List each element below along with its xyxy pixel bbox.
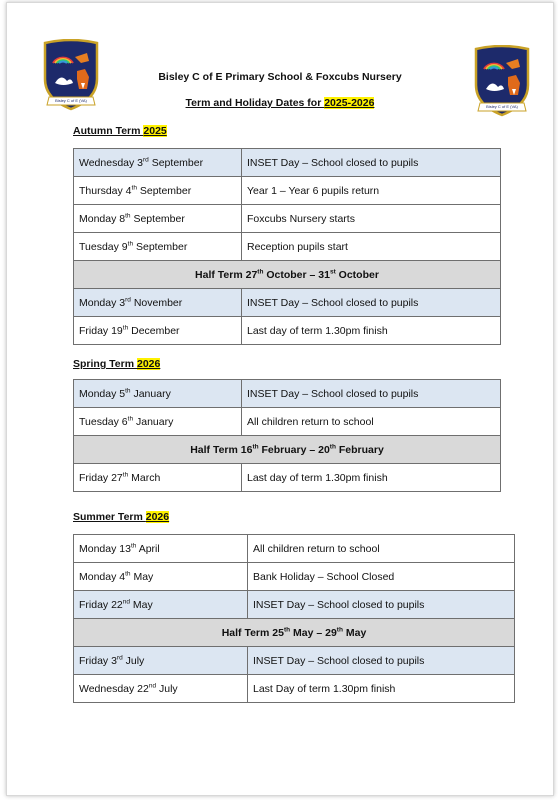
date-cell: Tuesday 9th September xyxy=(74,233,242,261)
term-year: 2026 xyxy=(145,511,170,523)
half-term-label: Half Term 27th October – 31st October xyxy=(74,261,501,289)
event-cell: Bank Holiday – School Closed xyxy=(248,563,515,591)
event-cell: INSET Day – School closed to pupils xyxy=(242,289,501,317)
ordinal-suffix: rd xyxy=(116,654,123,661)
term-name: Autumn Term xyxy=(73,125,144,137)
svg-text:Bisley C of E (VA): Bisley C of E (VA) xyxy=(55,98,87,103)
event-cell: INSET Day – School closed to pupils xyxy=(248,647,515,675)
event-cell: Last day of term 1.30pm finish xyxy=(242,317,501,345)
table-row xyxy=(74,647,515,675)
half-term-row xyxy=(74,261,501,289)
date-cell: Wednesday 3rd September xyxy=(74,149,242,177)
event-cell: INSET Day – School closed to pupils xyxy=(248,591,515,619)
event-cell: Year 1 – Year 6 pupils return xyxy=(242,177,501,205)
event-cell: All children return to school xyxy=(248,535,515,563)
ordinal-suffix: st xyxy=(329,268,336,275)
table-row xyxy=(74,380,501,408)
ordinal-suffix: th xyxy=(329,443,336,450)
date-cell: Monday 4th May xyxy=(74,563,248,591)
table-row xyxy=(74,317,501,345)
ordinal-suffix: th xyxy=(127,415,134,422)
table-row xyxy=(74,675,515,703)
ordinal-suffix: th xyxy=(125,570,131,577)
event-cell: Last Day of term 1.30pm finish xyxy=(248,675,515,703)
document-subtitle xyxy=(7,97,553,109)
ordinal-suffix: th xyxy=(283,626,291,633)
document-page xyxy=(6,2,554,796)
table-row xyxy=(74,289,501,317)
svg-text:Bisley C of E (VA): Bisley C of E (VA) xyxy=(486,104,518,109)
date-cell: Monday 8th September xyxy=(74,205,242,233)
half-term-row xyxy=(74,619,515,647)
spring-term-heading xyxy=(73,358,160,370)
half-term-label: Half Term 16th February – 20th February xyxy=(74,436,501,464)
date-cell: Monday 13th April xyxy=(74,535,248,563)
date-cell: Thursday 4th September xyxy=(74,177,242,205)
ordinal-suffix: rd xyxy=(143,156,149,163)
table-row xyxy=(74,205,501,233)
subtitle-prefix: Term and Holiday Dates for xyxy=(185,97,325,109)
table-row xyxy=(74,563,515,591)
table-row xyxy=(74,591,515,619)
event-cell: Reception pupils start xyxy=(242,233,501,261)
term-year: 2026 xyxy=(136,358,161,370)
term-name: Spring Term xyxy=(73,358,137,370)
summer-term-heading xyxy=(73,511,169,523)
date-cell: Friday 27th March xyxy=(74,464,242,492)
ordinal-suffix: th xyxy=(125,387,131,394)
date-cell: Tuesday 6th January xyxy=(74,408,242,436)
term-year: 2025 xyxy=(143,125,167,137)
half-term-row xyxy=(74,436,501,464)
school-name: Bisley C of E Primary School & Foxcubs Nursery xyxy=(158,71,402,83)
ordinal-suffix: th xyxy=(336,626,343,633)
table-row xyxy=(74,408,501,436)
ordinal-suffix: rd xyxy=(125,296,131,303)
ordinal-suffix: th xyxy=(127,240,134,247)
half-term-label: Half Term 25th May – 29th May xyxy=(74,619,515,647)
date-cell: Friday 19th December xyxy=(74,317,242,345)
table-row xyxy=(74,535,515,563)
autumn-term-heading xyxy=(73,125,167,137)
event-cell: All children return to school xyxy=(242,408,501,436)
spring-term-table xyxy=(73,379,501,492)
table-row xyxy=(74,177,501,205)
date-cell: Wednesday 22nd July xyxy=(74,675,248,703)
date-cell: Friday 22nd May xyxy=(74,591,248,619)
ordinal-suffix: th xyxy=(131,184,137,191)
table-row xyxy=(74,464,501,492)
ordinal-suffix: th xyxy=(257,268,264,275)
ordinal-suffix: th xyxy=(252,443,259,450)
event-cell: Foxcubs Nursery starts xyxy=(242,205,501,233)
ordinal-suffix: th xyxy=(125,212,131,219)
table-row xyxy=(74,233,501,261)
event-cell: INSET Day – School closed to pupils xyxy=(242,149,501,177)
date-cell: Friday 3rd July xyxy=(74,647,248,675)
table-row xyxy=(74,149,501,177)
event-cell: INSET Day – School closed to pupils xyxy=(242,380,501,408)
ordinal-suffix: th xyxy=(122,471,129,478)
ordinal-suffix: nd xyxy=(148,682,157,689)
ordinal-suffix: th xyxy=(122,324,129,331)
date-cell: Monday 3rd November xyxy=(74,289,242,317)
term-name: Summer Term xyxy=(73,511,146,523)
event-cell: Last day of term 1.30pm finish xyxy=(242,464,501,492)
subtitle-year: 2025-2026 xyxy=(324,97,375,109)
autumn-term-table xyxy=(73,148,501,345)
summer-term-table xyxy=(73,534,515,703)
ordinal-suffix: nd xyxy=(122,598,131,605)
date-cell: Monday 5th January xyxy=(74,380,242,408)
ordinal-suffix: th xyxy=(130,542,137,549)
